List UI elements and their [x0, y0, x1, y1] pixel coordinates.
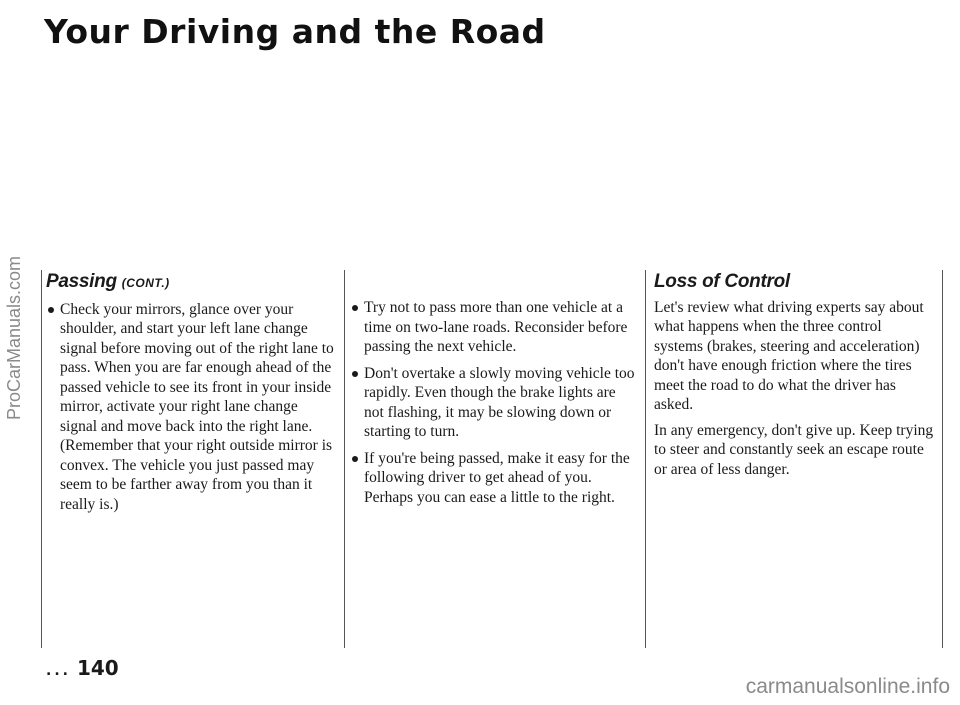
column-passing-tips — [350, 298, 638, 514]
page-number-value: 140 — [76, 656, 119, 680]
bullet-list — [46, 300, 336, 515]
section-heading-loss-of-control: Loss of Control — [654, 271, 790, 292]
column-passing — [46, 272, 336, 521]
column-divider-2 — [645, 270, 646, 648]
watermark-carmanualsonline: carmanualsonline.info — [745, 675, 950, 698]
page-number-dots: ... — [46, 663, 71, 679]
section-heading-passing — [46, 272, 336, 294]
heading-text: Passing — [46, 271, 117, 292]
page-number — [46, 656, 119, 680]
column-loss-of-control — [654, 272, 934, 485]
list-item: Check your mirrors, glance over your shoulder, and start your left lane change signal before moving out of the right lane to pass. When you are far enough ahead of the passed vehicle to see its front in your inside mirror, activate your right lane change signal and move back into the right lane. (Remember that your right outside mirror is convex. The vehicle you just passed may seem to be farther away from you than it really is.) — [46, 300, 336, 515]
heading-continued-label: (CONT.) — [121, 276, 170, 290]
paragraph: Let's review what driving experts say about what happens when the three control systems (brakes, steering and acceleration) don't have enough friction where the tires meet the road to do what the driver has asked. — [654, 298, 924, 413]
page-title: Your Driving and the Road — [44, 12, 546, 51]
list-item: Try not to pass more than one vehicle at a time on two-lane roads. Reconsider before passing the next vehicle. — [350, 298, 638, 357]
list-item: If you're being passed, make it easy for the following driver to get ahead of you. Perhaps you can ease a little to the right. — [350, 449, 638, 508]
watermark-procarmanuals: ProCarManuals.com — [4, 255, 24, 420]
column-divider-right — [942, 270, 943, 648]
column-divider-1 — [344, 270, 345, 648]
bullet-list — [350, 298, 638, 507]
list-item: Don't overtake a slowly moving vehicle too rapidly. Even though the brake lights are not flashing, it may be slowing down or starting to turn. — [350, 364, 638, 442]
column-divider-left — [41, 270, 42, 648]
paragraph: In any emergency, don't give up. Keep trying to steer and constantly seek an escape route or area of less danger. — [654, 421, 934, 478]
